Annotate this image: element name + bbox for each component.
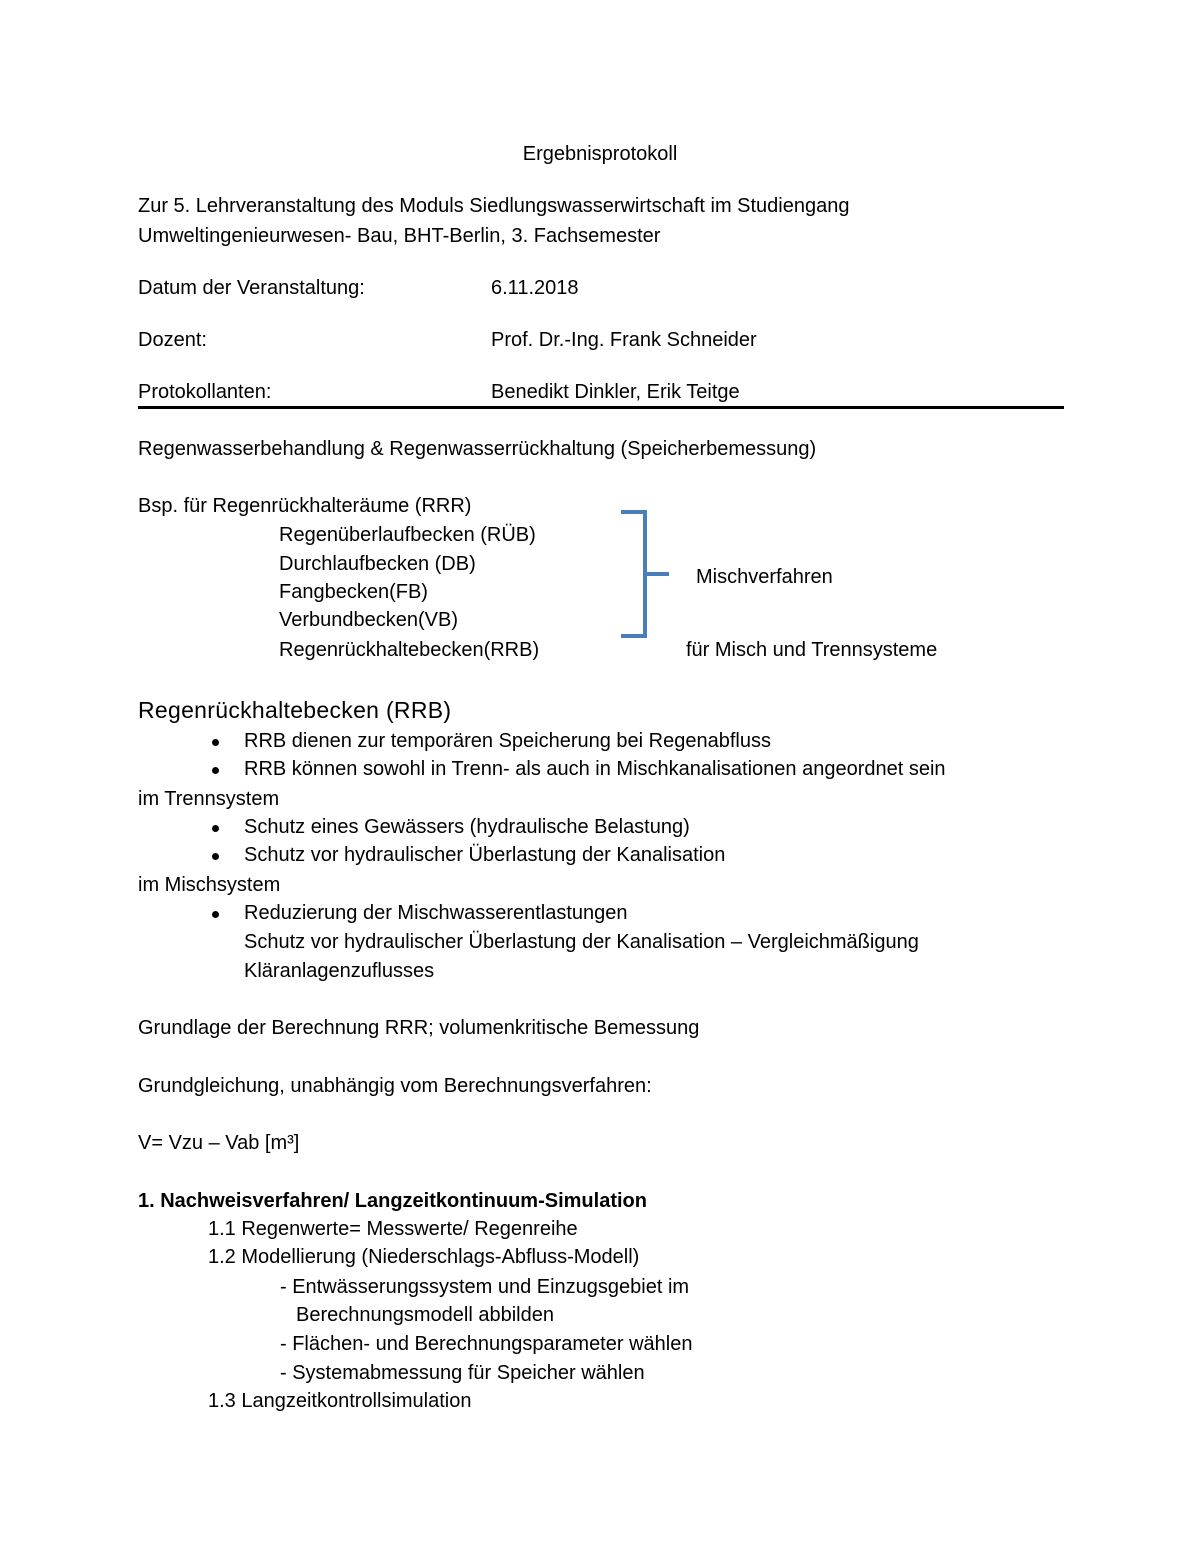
rrb-bullet-2: RRB können sowohl in Trenn- als auch in Mischkanalisationen angeordnet sein xyxy=(244,758,946,780)
intro-line-1: Zur 5. Lehrveranstaltung des Moduls Siedlungswasserwirtschaft im Studiengang xyxy=(138,195,850,217)
bullet-icon xyxy=(212,739,219,746)
lecturer-label: Dozent: xyxy=(138,329,207,351)
basis-line: Grundlage der Berechnung RRR; volumenkritische Bemessung xyxy=(138,1017,700,1039)
rrb-note: für Misch und Trennsysteme xyxy=(686,639,938,661)
section1-sub2-item-1: - Entwässerungssystem und Einzugsgebiet im xyxy=(280,1276,690,1298)
recorders-value: Benedikt Dinkler, Erik Teitge xyxy=(491,381,740,403)
date-label: Datum der Veranstaltung: xyxy=(138,277,365,299)
rrr-item-rueb: Regenüberlaufbecken (RÜB) xyxy=(279,524,536,546)
trenn-bullet-2: Schutz vor hydraulischer Überlastung der Kanalisation xyxy=(244,844,726,866)
brace-label: Mischverfahren xyxy=(696,566,833,588)
section1-sub2-item-2: - Flächen- und Berechnungsparameter wählen xyxy=(280,1333,693,1355)
equation: V= Vzu – Vab [m³] xyxy=(138,1132,300,1154)
misch-bullet-1: Reduzierung der Mischwasserentlastungen xyxy=(244,902,628,924)
rrr-heading: Bsp. für Regenrückhalteräume (RRR) xyxy=(138,495,472,517)
rrr-item-fb: Fangbecken(FB) xyxy=(279,581,428,603)
misch-label: im Mischsystem xyxy=(138,874,281,896)
date-value: 6.11.2018 xyxy=(491,277,579,299)
section1-sub3: 1.3 Langzeitkontrollsimulation xyxy=(208,1390,472,1412)
section1-sub1: 1.1 Regenwerte= Messwerte/ Regenreihe xyxy=(208,1218,578,1240)
brace-path xyxy=(621,512,669,636)
bullet-icon xyxy=(212,767,219,774)
lecturer-value: Prof. Dr.-Ing. Frank Schneider xyxy=(491,329,757,351)
document-title: Ergebnisprotokoll xyxy=(522,143,678,165)
section1-sub2: 1.2 Modellierung (Niederschlags-Abfluss-Modell) xyxy=(208,1246,640,1268)
rrb-heading: Regenrückhaltebecken (RRB) xyxy=(138,697,452,723)
bullet-icon xyxy=(212,911,219,918)
section1-heading: 1. Nachweisverfahren/ Langzeitkontinuum-Simulation xyxy=(138,1190,647,1212)
header-divider xyxy=(138,406,1064,409)
section1-sub2-item-3: - Systemabmessung für Speicher wählen xyxy=(280,1362,645,1384)
rrr-item-vb: Verbundbecken(VB) xyxy=(279,609,459,631)
rrr-item-db: Durchlaufbecken (DB) xyxy=(279,553,476,575)
section1-sub2-item-1-cont: Berechnungsmodell abbilden xyxy=(296,1304,554,1326)
rrr-item-rrb: Regenrückhaltebecken(RRB) xyxy=(279,639,540,661)
rrb-bullet-1: RRB dienen zur temporären Speicherung bei Regenabfluss xyxy=(244,730,771,752)
misch-line-2: Schutz vor hydraulischer Überlastung der Kanalisation – Vergleichmäßigung xyxy=(244,931,919,953)
intro-line-2: Umweltingenieurwesen- Bau, BHT-Berlin, 3. Fachsemester xyxy=(138,225,661,247)
curly-brace-icon xyxy=(615,508,675,644)
bullet-icon xyxy=(212,825,219,832)
equation-intro: Grundgleichung, unabhängig vom Berechnungsverfahren: xyxy=(138,1075,652,1097)
bullet-icon xyxy=(212,853,219,860)
topic-line: Regenwasserbehandlung & Regenwasserrückhaltung (Speicherbemessung) xyxy=(138,438,817,460)
trenn-label: im Trennsystem xyxy=(138,788,280,810)
misch-line-3: Kläranlagenzuflusses xyxy=(244,960,435,982)
recorders-label: Protokollanten: xyxy=(138,381,272,403)
trenn-bullet-1: Schutz eines Gewässers (hydraulische Belastung) xyxy=(244,816,690,838)
